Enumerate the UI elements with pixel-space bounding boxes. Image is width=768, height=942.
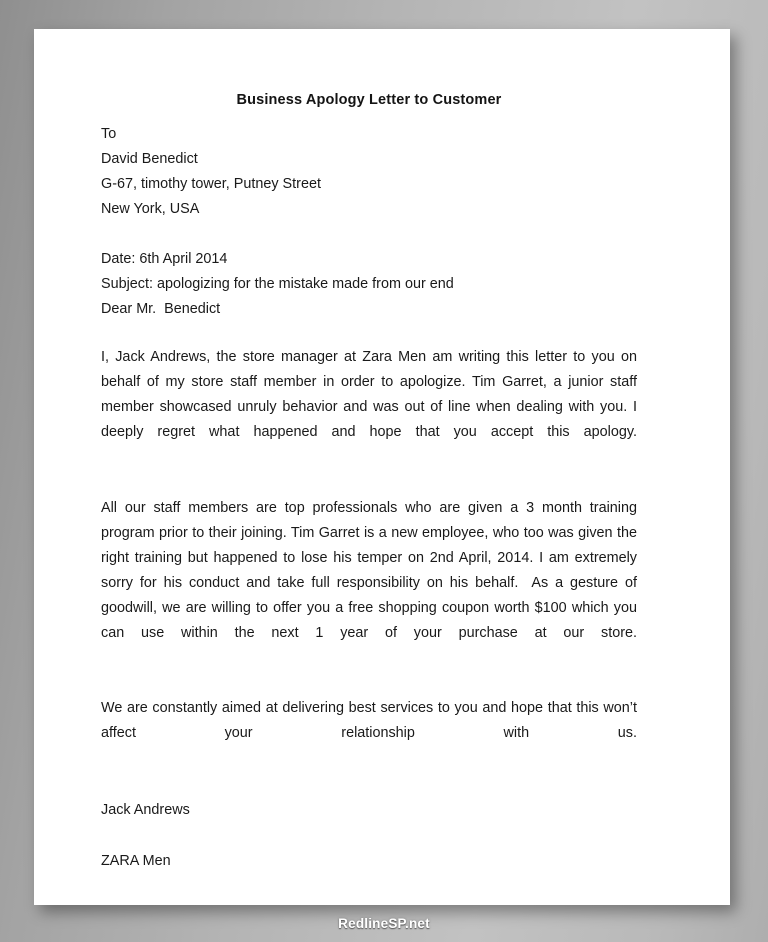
document-page bbox=[34, 29, 730, 905]
body-paragraph: I, Jack Andrews, the store manager at Zara Men am writing this letter to you on behalf of my store staff member in order to apologize. Tim Garret, a junior staff member showcased unruly behavior and was out of line when dealing with you. I deeply regret what happened and hope that you accept this apology. bbox=[101, 349, 641, 441]
recipient-line: To bbox=[101, 126, 117, 143]
page-title: Business Apology Letter to Customer bbox=[236, 92, 502, 108]
letter-content bbox=[101, 91, 641, 874]
salutation-line: Dear Mr. Benedict bbox=[101, 301, 221, 318]
recipient-line: G-67, timothy tower, Putney Street bbox=[101, 176, 321, 193]
recipient-address-block bbox=[101, 122, 637, 222]
signature-name: Jack Andrews bbox=[101, 801, 190, 818]
recipient-line: David Benedict bbox=[101, 151, 198, 168]
spacer bbox=[101, 823, 637, 849]
body-paragraph: We are constantly aimed at delivering best services to you and hope that this won’t affect your relationship with us. bbox=[101, 700, 641, 742]
letter-meta-block bbox=[101, 247, 637, 322]
footer-watermark-bar bbox=[0, 905, 768, 942]
spacer bbox=[101, 772, 637, 798]
spacer bbox=[101, 471, 637, 496]
subject-line: Subject: apologizing for the mistake made from our end bbox=[101, 276, 454, 293]
watermark-label: RedlineSP.net bbox=[338, 916, 430, 931]
spacer bbox=[101, 222, 637, 247]
date-line: Date: 6th April 2014 bbox=[101, 251, 228, 268]
spacer bbox=[101, 322, 637, 345]
signature-company: ZARA Men bbox=[101, 852, 171, 869]
spacer bbox=[101, 671, 637, 696]
recipient-line: New York, USA bbox=[101, 201, 200, 218]
body-paragraph: All our staff members are top professionals who are given a 3 month training program prior to their joining. Tim Garret is a new employee, who too was given the right training but happened to lose his temper on 2nd April, 2014. I am extremely sorry for his conduct and take full responsibility on his behalf. As a gesture of goodwill, we are willing to offer you a free shopping coupon worth $100 which you can use within the next 1 year of your purchase at our store. bbox=[101, 499, 641, 642]
